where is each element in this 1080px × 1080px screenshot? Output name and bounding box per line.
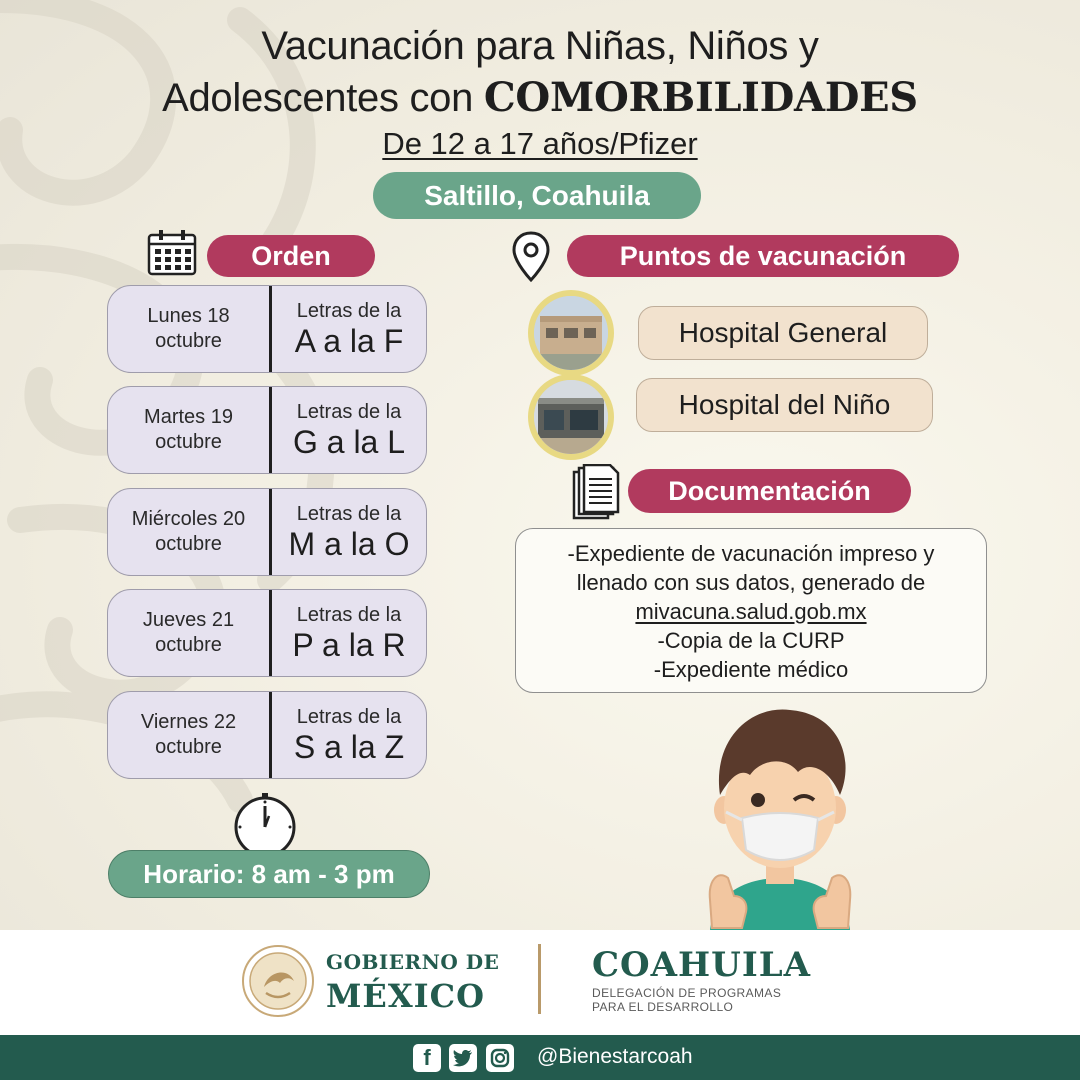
footer-divider	[538, 944, 541, 1014]
schedule-date	[108, 286, 269, 372]
letters-label: Letras de la	[296, 503, 402, 525]
letters-range: S a la Z	[293, 729, 405, 765]
documentation-list	[515, 528, 987, 693]
title-line-2-prefix: Adolescentes con	[162, 76, 484, 120]
doc-line-5: -Expediente médico	[653, 657, 849, 682]
schedule-row	[107, 691, 427, 779]
schedule-letters	[272, 387, 426, 473]
letters-range: A a la F	[294, 323, 404, 359]
schedule-day: Martes 19	[144, 406, 233, 428]
coah-line-2: DELEGACIÓN DE PROGRAMAS	[592, 986, 782, 1000]
letters-label: Letras de la	[296, 706, 402, 728]
document-icon	[572, 464, 620, 520]
schedule-day: Lunes 18	[147, 305, 230, 327]
letters-range: G a la L	[292, 424, 406, 460]
gob-line-2: MÉXICO	[326, 977, 485, 1015]
hours-badge: Horario: 8 am - 3 pm	[108, 850, 430, 898]
schedule-month: octubre	[155, 634, 222, 656]
puntos-heading: Puntos de vacunación	[567, 235, 959, 277]
schedule-row	[107, 285, 427, 373]
title-emphasis: COMORBILIDADES	[483, 74, 918, 121]
letters-range: M a la O	[288, 526, 410, 562]
schedule-day: Jueves 21	[142, 609, 235, 631]
clock-icon	[232, 792, 298, 858]
instagram-icon[interactable]	[486, 1044, 514, 1072]
doc-line-4: -Copia de la CURP	[657, 628, 845, 653]
subtitle-text: De 12 a 17 años/Pfizer	[382, 126, 698, 161]
boy-illustration	[690, 700, 870, 930]
doc-line-2: llenado con sus datos, generado de	[576, 570, 926, 595]
gob-line-1: GOBIERNO DE	[326, 950, 500, 974]
social-handle[interactable]: @Bienestarcoah	[537, 1045, 693, 1068]
schedule-row	[107, 386, 427, 474]
building-icon	[534, 296, 608, 370]
schedule-letters	[272, 692, 426, 778]
gobierno-mexico-logo	[326, 950, 500, 1015]
schedule-date	[108, 387, 269, 473]
location-badge: Saltillo, Coahuila	[373, 172, 701, 219]
coah-line-1: COAHUILA	[592, 945, 812, 985]
coahuila-delegation-logo	[592, 945, 812, 1014]
schedule-month: octubre	[155, 431, 222, 453]
letters-label: Letras de la	[296, 604, 402, 626]
doc-line-1: -Expediente de vacunación impreso y	[567, 541, 935, 566]
letters-range: P a la R	[292, 627, 406, 663]
letters-label: Letras de la	[296, 401, 402, 423]
title-line-1: Vacunación para Niñas, Niños y	[261, 24, 819, 68]
letters-label: Letras de la	[296, 300, 402, 322]
schedule-month: octubre	[155, 330, 222, 352]
schedule-day: Viernes 22	[140, 711, 237, 733]
hospital-del-nino: Hospital del Niño	[636, 378, 933, 432]
schedule-row	[107, 589, 427, 677]
schedule-letters	[272, 286, 426, 372]
schedule-month: octubre	[155, 736, 222, 758]
schedule-date	[108, 489, 269, 575]
schedule-letters	[272, 590, 426, 676]
twitter-icon[interactable]	[449, 1044, 477, 1072]
schedule-month: octubre	[155, 533, 222, 555]
schedule-date	[108, 692, 269, 778]
calendar-icon	[146, 229, 198, 277]
coah-line-3: PARA EL DESARROLLO	[592, 1000, 734, 1014]
facebook-icon[interactable]: f	[413, 1044, 441, 1072]
title-line-2	[0, 74, 1080, 121]
mexico-seal-icon	[240, 943, 316, 1019]
location-pin-icon	[510, 230, 552, 284]
hospital-nino-photo	[528, 374, 614, 460]
schedule-row	[107, 488, 427, 576]
subtitle	[0, 126, 1080, 162]
doc-url[interactable]: mivacuna.salud.gob.mx	[635, 599, 867, 624]
documentacion-heading: Documentación	[628, 469, 911, 513]
schedule-letters	[272, 489, 426, 575]
schedule-date	[108, 590, 269, 676]
schedule-day: Miércoles 20	[131, 508, 246, 530]
hospital-general: Hospital General	[638, 306, 928, 360]
hospital-general-photo	[528, 290, 614, 376]
building-icon	[534, 380, 608, 454]
orden-heading: Orden	[207, 235, 375, 277]
